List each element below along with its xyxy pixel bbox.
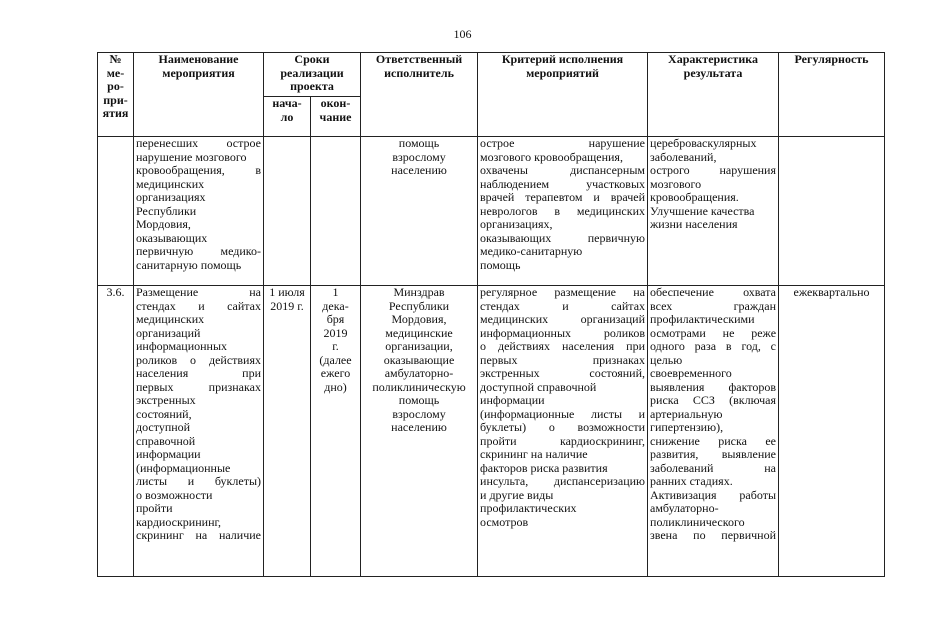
header-executor xyxy=(361,53,478,137)
cell-text-line: 1 xyxy=(332,286,339,299)
header-end xyxy=(311,97,361,137)
cell-text-line: одного раза в год, с xyxy=(650,340,777,353)
cell-text-line: амбулаторно- xyxy=(384,367,454,380)
cell-text-line: и другие виды xyxy=(480,488,554,502)
cell-text-line: доступной справочной xyxy=(480,380,597,394)
header-row xyxy=(98,53,885,97)
cell-text-line: информации xyxy=(480,394,545,407)
cell-text-line: дно) xyxy=(324,380,347,394)
cell-text-line: поликлиническую xyxy=(372,380,466,394)
cell-text-line: снижение риска ее xyxy=(650,434,777,448)
row1-start-cell xyxy=(264,137,311,286)
cell-text-line: Мордовия, xyxy=(136,218,191,231)
cell-text-line: кардиоскрининг, xyxy=(136,515,222,529)
cell-text-line: (информационные листы и xyxy=(480,407,646,421)
cell-text-line: (информационные xyxy=(136,461,231,475)
cell-text-line: Активизация работы xyxy=(650,488,777,502)
cell-text-line: мероприятий xyxy=(526,66,599,80)
cell-text-line: ро- xyxy=(107,80,124,93)
cell-text-line: острого нарушения xyxy=(650,164,777,177)
cell-text-line: г. xyxy=(332,340,339,353)
cell-text-line: Мордовия, xyxy=(391,313,447,326)
cell-text-line: окон- xyxy=(320,97,351,110)
row2-start-cell xyxy=(264,286,311,577)
cell-text-line: результата xyxy=(683,66,743,80)
cell-text-line: помощь xyxy=(398,394,440,407)
cell-text-line: первых признаках xyxy=(136,380,261,394)
cell-text-line: помощь xyxy=(398,137,440,150)
header-result xyxy=(648,53,779,137)
cell-text-line: ежеквартально xyxy=(793,286,870,299)
cell-text-line: экстренных состояний, xyxy=(480,367,646,380)
row1-end-cell xyxy=(311,137,361,286)
cell-text-line: Ответственный xyxy=(375,53,463,66)
cell-text-line: профилактических xyxy=(480,502,577,515)
table-row xyxy=(98,286,885,577)
header-start xyxy=(264,97,311,137)
row2-name-cell xyxy=(134,286,264,577)
row2-executor-cell xyxy=(361,286,478,577)
cell-text-line: листы и буклеты) xyxy=(136,475,261,488)
cell-text-line: организации, xyxy=(385,340,453,353)
cell-text-line: нарушение мозгового xyxy=(136,150,247,164)
cell-text-line: помощь xyxy=(480,258,521,272)
cell-text-line: цереброваскулярных xyxy=(650,137,757,150)
cell-text-line: Сроки xyxy=(294,53,330,66)
cell-text-line: организациях xyxy=(136,191,206,204)
cell-text-line: населения при xyxy=(136,367,261,380)
cell-text-line: информационных xyxy=(136,340,228,353)
cell-text-line: скрининг на наличие xyxy=(480,448,588,461)
cell-text-line: Наименование xyxy=(158,53,239,66)
row1-criterion-cell xyxy=(478,137,648,286)
cell-text-line: факторов риска развития xyxy=(480,461,608,475)
header-terms xyxy=(264,53,361,97)
cell-text-line: риска ССЗ (включая xyxy=(650,394,777,407)
cell-text-line: чание xyxy=(319,110,352,124)
cell-text-line: наблюдением участковых xyxy=(480,177,646,191)
row1-regularity-cell xyxy=(779,137,885,286)
cell-text-line: Регулярность xyxy=(794,53,869,66)
cell-text-line: Минздрав xyxy=(393,286,445,299)
cell-text-line: пройти xyxy=(136,502,173,515)
cell-text-line: нача- xyxy=(272,97,302,110)
cell-text-line: реализации xyxy=(280,66,344,80)
activities-table xyxy=(97,52,885,577)
cell-text-line: скрининг на наличие xyxy=(136,529,261,542)
cell-text-line: проекта xyxy=(290,80,334,93)
cell-text-line: Критерий исполнения xyxy=(501,53,624,66)
cell-text-line: заболеваний, xyxy=(650,150,717,164)
cell-text-line: амбулаторно- xyxy=(650,502,719,515)
cell-text-line: инсульта, диспансеризацию xyxy=(480,475,646,488)
cell-text-line: информации xyxy=(136,448,201,461)
cell-text-line: острое нарушение xyxy=(480,137,646,150)
cell-text-line: доступной xyxy=(136,421,191,434)
cell-text-line: профилактическими xyxy=(650,313,755,326)
cell-text-line: Размещение на xyxy=(136,286,261,299)
cell-text-line: о действиях населения при xyxy=(480,340,646,353)
cell-text-line: буклеты) о возможности xyxy=(480,421,646,434)
cell-text-line: стендах и сайтах xyxy=(136,299,261,313)
cell-text-line: населению xyxy=(391,164,447,177)
cell-text-line: осмотрами не реже xyxy=(650,326,777,340)
cell-text-line: организаций xyxy=(136,326,201,340)
cell-text-line: мозгового кровообращения, xyxy=(480,150,623,164)
cell-text-line: первых признаках xyxy=(480,353,646,367)
cell-text-line: регулярное размещение на xyxy=(480,286,646,299)
row1-result-cell xyxy=(648,137,779,286)
cell-text-line: звена по первичной xyxy=(650,529,777,542)
cell-text-line: перенесших острое xyxy=(136,137,261,150)
cell-text-line: (далее xyxy=(319,353,352,367)
cell-text-line: санитарную помощь xyxy=(136,258,242,272)
cell-text-line: мозгового xyxy=(650,177,702,191)
cell-text-line: медицинских xyxy=(136,177,205,191)
cell-text-line: ло xyxy=(280,110,294,124)
cell-text-line: неврологов в медицинских xyxy=(480,204,646,218)
cell-text-line: бря xyxy=(326,313,345,326)
header-regularity xyxy=(779,53,885,137)
cell-text-line: справочной xyxy=(136,434,196,448)
header-number xyxy=(98,53,134,137)
cell-text-line: 1 июля xyxy=(269,286,305,299)
cell-text-line: медицинских организаций xyxy=(480,313,646,326)
cell-text-line: ежего xyxy=(320,367,351,380)
row2-end-cell xyxy=(311,286,361,577)
cell-text-line: обеспечение охвата xyxy=(650,286,777,299)
cell-text-line: Республики xyxy=(136,204,197,218)
cell-text-line: стендах и сайтах xyxy=(480,299,646,313)
row2-result-cell xyxy=(648,286,779,577)
cell-text-line: пройти кардиоскрининг, xyxy=(480,434,646,448)
cell-text-line: дека- xyxy=(322,299,349,313)
cell-text-line: выявления факторов xyxy=(650,380,777,394)
header-name xyxy=(134,53,264,137)
row1-executor-cell xyxy=(361,137,478,286)
cell-text-line: развития, выявление xyxy=(650,448,777,461)
row2-number-cell xyxy=(98,286,134,577)
cell-text-line: оказывающих первичную xyxy=(480,231,646,245)
cell-text-line: Улучшение качества xyxy=(650,204,755,218)
cell-text-line: 2019 xyxy=(323,326,348,340)
cell-text-line: осмотров xyxy=(480,515,529,529)
cell-text-line: врачей терапевтом и врачей xyxy=(480,191,646,204)
cell-text-line: № xyxy=(109,53,122,66)
cell-text-line: медицинских xyxy=(136,313,205,326)
cell-text-line: ме- xyxy=(106,66,125,80)
cell-text-line: целью xyxy=(650,353,683,367)
cell-text-line: заболеваний на xyxy=(650,461,777,475)
row2-criterion-cell xyxy=(478,286,648,577)
cell-text-line: организациях, xyxy=(480,218,553,231)
cell-text-line: экстренных xyxy=(136,394,196,407)
cell-text-line: ятия xyxy=(102,107,129,120)
cell-text-line: 2019 г. xyxy=(270,299,304,313)
cell-text-line: поликлинического xyxy=(650,515,745,529)
row2-number: 3.6. xyxy=(106,286,125,299)
cell-text-line: медико-санитарную xyxy=(480,245,583,258)
cell-text-line: о возможности xyxy=(136,488,213,502)
row1-number-cell xyxy=(98,137,134,286)
cell-text-line: оказывающих xyxy=(136,231,208,245)
cell-text-line: артериальную xyxy=(650,407,723,421)
cell-text-line: всех граждан xyxy=(650,299,777,313)
row1-name-cell xyxy=(134,137,264,286)
cell-text-line: населению xyxy=(391,421,447,434)
cell-text-line: гипертензию), xyxy=(650,421,724,434)
cell-text-line: роликов о действиях xyxy=(136,353,261,367)
page-number: 106 xyxy=(453,27,472,41)
cell-text-line: взрослому xyxy=(392,407,446,421)
cell-text-line: состояний, xyxy=(136,407,192,421)
cell-text-line: медицинские xyxy=(385,326,453,340)
cell-text-line: кровообращения. xyxy=(650,191,739,204)
row2-regularity-cell xyxy=(779,286,885,577)
cell-text-line: мероприятия xyxy=(162,66,235,80)
cell-text-line: первичную медико- xyxy=(136,245,261,258)
cell-text-line: при- xyxy=(103,93,128,107)
header-criterion xyxy=(478,53,648,137)
cell-text-line: оказывающие xyxy=(383,353,455,367)
cell-text-line: информационных роликов xyxy=(480,326,646,340)
cell-text-line: жизни населения xyxy=(650,218,738,231)
cell-text-line: Республики xyxy=(388,299,450,313)
cell-text-line: Характеристика xyxy=(668,53,758,66)
cell-text-line: взрослому xyxy=(392,150,446,164)
cell-text-line: исполнитель xyxy=(384,66,454,80)
cell-text-line: охвачены диспансерным xyxy=(480,164,646,177)
cell-text-line: своевременного xyxy=(650,367,732,380)
cell-text-line: ранних стадиях. xyxy=(650,475,733,488)
table-row xyxy=(98,137,885,286)
cell-text-line: кровообращения, в xyxy=(136,164,261,177)
